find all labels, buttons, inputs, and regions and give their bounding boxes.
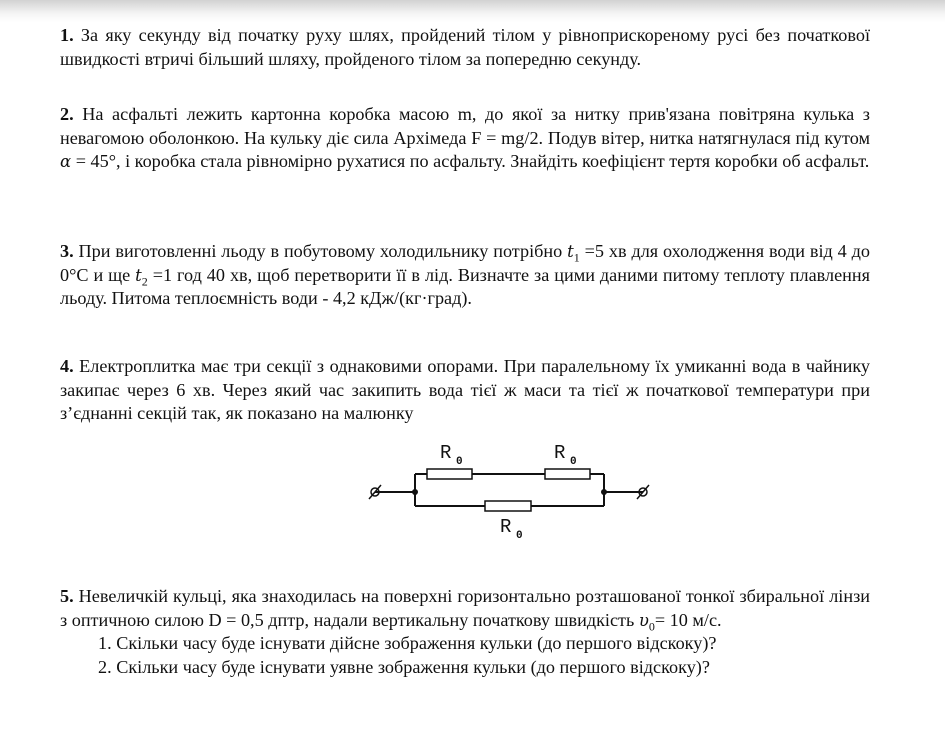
left-terminal-icon <box>369 485 381 499</box>
resistor-label-index: 0 <box>516 530 523 542</box>
t1-value: =5 хв <box>579 241 627 261</box>
problem-number: 4. <box>60 356 74 376</box>
t2-index: 2 <box>141 274 148 289</box>
problem-text-continued: , і коробка стала рівномірно рухатися по асфальту. Знайдіть коефіцієнт тертя коробки об асфальт. <box>115 151 870 171</box>
resistor-bottom <box>485 501 531 511</box>
resistor-top-right <box>545 469 590 479</box>
problem-4 <box>60 355 870 426</box>
v0-index: 0 <box>648 619 655 634</box>
problem-text: При виготовленні льоду в побутовому холодильнику потрібно <box>73 241 568 261</box>
t2-value: =1 год 40 хв <box>147 264 248 285</box>
problem-text-continued: для охолодження води від 4 до 0°С и ще <box>60 241 870 285</box>
resistor-label-index: 0 <box>456 456 463 468</box>
resistor-label-symbol: R <box>500 516 512 538</box>
resistor-label-index: 0 <box>570 456 577 468</box>
problem-text: За яку секунду від початку руху шлях, пройдений тілом у рівноприскореному русі без початкової швидкості втричі більший шляху, пройденого тілом за попередню секунду. <box>60 25 870 69</box>
problem-text-end: , щоб перетворити її в лід. Визначте за цими даними питому теплоту плавлення льоду. Питома теплоємність води - 4,2 кДж/(кг·град). <box>60 264 871 308</box>
angle-value: = 45° <box>71 151 116 171</box>
problem-number: 3. <box>60 241 74 261</box>
problem-text: На асфальті лежить картонна коробка масою m, до якої за нитку прив'язана повітряна кулька з невагомою оболонкою. На кульку діє сила Архімеда F = mg/2. Подув вітер, нитка натягнулася під кутом <box>60 104 870 148</box>
problem-text: Невеличкій кульці, яка знаходилась на поверхні горизонтально розташованої тонкої збиральної лінзи з оптичною силою D = 0,5 дптр, надали вертикальну початкову швидкість <box>60 586 870 630</box>
angle-symbol: α <box>60 152 72 171</box>
problem-number: 2. <box>60 104 74 124</box>
v0-symbol: υ <box>638 610 649 630</box>
sub-question-2: 2. Скільки часу буде існувати уявне зображення кульки (до першого відскоку)? <box>98 656 710 677</box>
right-terminal-icon <box>637 485 649 499</box>
t2-symbol: t <box>135 265 142 285</box>
problem-text: Електроплитка має три секції з однаковими опорами. При паралельному їх умиканні вода в чайнику закипає через 6 хв. Через який час закипить вода тієї ж маси та тієї ж початкової температури при з’єднанні секцій так, як показано на малюнку <box>60 356 870 423</box>
problem-3 <box>60 240 870 311</box>
t1-index: 1 <box>573 250 580 265</box>
t1-symbol: t <box>567 242 574 261</box>
resistor-label-symbol: R <box>440 442 452 464</box>
right-junction-dot <box>601 489 607 495</box>
top-shadow <box>0 0 945 22</box>
resistor-label-symbol: R <box>554 442 566 464</box>
problem-number: 1. <box>60 25 74 45</box>
problem-2 <box>60 103 870 174</box>
problem-1 <box>60 24 870 71</box>
problem-5 <box>60 585 870 679</box>
problem-number: 5. <box>60 586 74 606</box>
sub-question-1: 1. Скільки часу буде існувати дійсне зображення кульки (до першого відскоку)? <box>98 633 717 653</box>
left-junction-dot <box>412 489 418 495</box>
circuit-diagram <box>360 436 660 548</box>
resistor-top-left <box>427 469 472 479</box>
v0-value: = 10 м/с. <box>654 609 722 630</box>
